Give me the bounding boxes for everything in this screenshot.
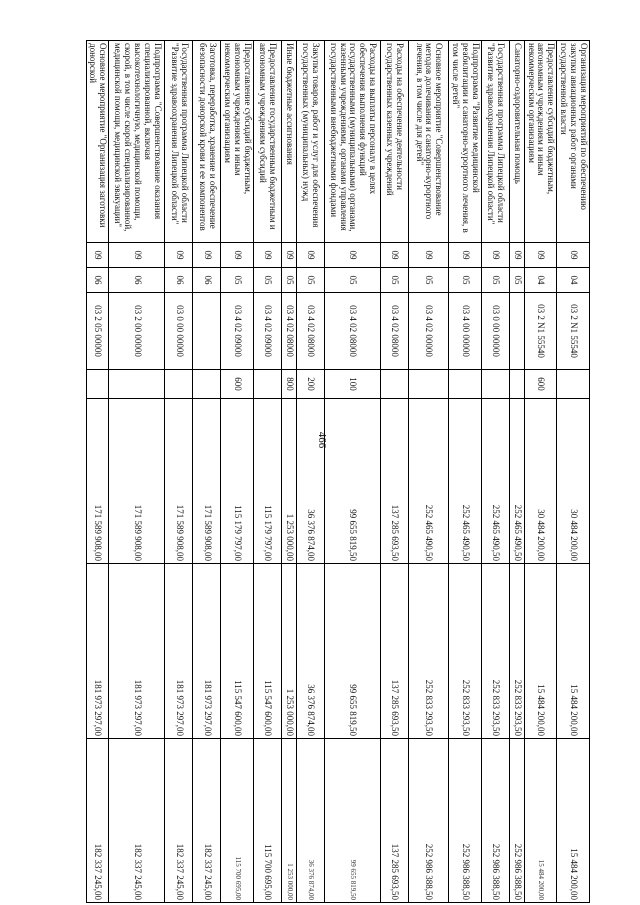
row-code-cell: 03 4 02 08000 (281, 293, 296, 370)
row-amount-1-cell: 36 376 874,00 (296, 399, 324, 564)
row-pr-cell: 06 (193, 268, 221, 293)
budget-table-body (86, 41, 589, 903)
row-gr-cell: 09 (481, 243, 509, 268)
row-amount-3-cell: 182 337 245,00 (86, 739, 109, 903)
row-code-cell: 03 2 00 00000 (109, 293, 165, 370)
row-amount-2-cell: 15 484 200,00 (557, 564, 590, 739)
row-type-cell: 100 (324, 370, 380, 399)
row-amount-3-cell: 15 484 200,00 (557, 739, 590, 903)
row-gr-cell: 09 (380, 243, 408, 268)
row-amount-2-cell: 15 484 200,00 (524, 564, 557, 739)
row-pr-cell: 06 (165, 268, 193, 293)
row-amount-1-cell: 252 465 490,50 (481, 399, 509, 564)
row-name-cell: Закупка товаров, работ и услуг для обеспечения государственных (муниципальных) нужд (296, 41, 324, 243)
row-amount-2-cell: 252 833 293,50 (408, 564, 448, 739)
row-gr-cell: 09 (524, 243, 557, 268)
table-row (481, 41, 509, 903)
row-amount-1-cell: 99 655 819,50 (324, 399, 380, 564)
row-gr-cell: 09 (221, 243, 254, 268)
row-pr-cell: 05 (324, 268, 380, 293)
row-pr-cell: 05 (408, 268, 448, 293)
row-amount-2-cell: 252 833 293,50 (448, 564, 481, 739)
row-code-cell: 03 0 00 00000 (481, 293, 509, 370)
table-row (86, 41, 109, 903)
row-type-cell (448, 370, 481, 399)
row-amount-3-cell: 182 337 245,00 (193, 739, 221, 903)
row-amount-1-cell: 171 589 908,00 (193, 399, 221, 564)
row-gr-cell: 09 (448, 243, 481, 268)
table-row (296, 41, 324, 903)
row-gr-cell: 09 (408, 243, 448, 268)
row-amount-1-cell: 171 589 908,00 (86, 399, 109, 564)
row-type-cell (86, 370, 109, 399)
table-row (524, 41, 557, 903)
row-name-cell: Подпрограмма "Развитие медицинской реабилитации и санаторно-курортного лечения, в том числе детей" (448, 41, 481, 243)
row-pr-cell: 05 (296, 268, 324, 293)
row-type-cell: 600 (524, 370, 557, 399)
table-row (221, 41, 254, 903)
row-name-cell: Подпрограмма "Совершенствование оказания специализированной, включая высокотехнологичную, медицинской помощи, скорой, в том числе скорой специализированной, медицинской помощи, медицинской эвакуации" (109, 41, 165, 243)
row-amount-3-cell: 252 986 388,50 (481, 739, 509, 903)
rotated-page (45, 40, 590, 900)
row-code-cell: 03 4 00 00000 (448, 293, 481, 370)
row-name-cell: Предоставление государственным бюджетным и автономным учреждениям субсидий (253, 41, 281, 243)
table-row (557, 41, 590, 903)
row-gr-cell: 09 (296, 243, 324, 268)
row-amount-3-cell: 252 986 388,50 (408, 739, 448, 903)
row-name-cell: Иные бюджетные ассигнования (281, 41, 296, 243)
row-type-cell (165, 370, 193, 399)
row-code-cell: 03 4 02 00000 (408, 293, 448, 370)
row-amount-1-cell: 252 465 490,50 (408, 399, 448, 564)
row-amount-3-cell: 182 337 245,00 (109, 739, 165, 903)
row-amount-2-cell: 252 833 293,50 (509, 564, 524, 739)
row-amount-2-cell: 181 973 297,00 (165, 564, 193, 739)
row-amount-2-cell: 137 285 693,50 (380, 564, 408, 739)
row-amount-3-cell: 36 376 874,00 (296, 739, 324, 903)
row-amount-2-cell: 99 655 819,50 (324, 564, 380, 739)
table-row (324, 41, 380, 903)
row-pr-cell: 05 (380, 268, 408, 293)
table-row (380, 41, 408, 903)
row-amount-2-cell: 181 973 297,00 (193, 564, 221, 739)
row-name-cell: Санаторно-оздоровительная помощь (509, 41, 524, 243)
row-name-cell: Предоставление субсидий бюджетным, автономным учреждениям и иным некоммерческим организациям (524, 41, 557, 243)
table-row (281, 41, 296, 903)
row-name-cell: Организация мероприятий по обеспечению закупки авиационных работ органами государственной власти (557, 41, 590, 243)
row-type-cell: 200 (296, 370, 324, 399)
row-amount-2-cell: 36 376 874,00 (296, 564, 324, 739)
row-type-cell (557, 370, 590, 399)
row-amount-2-cell: 115 547 600,00 (221, 564, 254, 739)
row-amount-3-cell: 99 655 819,50 (324, 739, 380, 903)
row-gr-cell: 09 (253, 243, 281, 268)
row-code-cell (193, 293, 221, 370)
row-code-cell: 03 2 05 00000 (86, 293, 109, 370)
row-name-cell: Государственная программа Липецкой области "Развитие здравоохранения Липецкой области" (481, 41, 509, 243)
row-name-cell: Заготовка, переработка, хранение и обеспечение безопасности донорской крови и ее компонентов (193, 41, 221, 243)
row-pr-cell: 05 (281, 268, 296, 293)
row-amount-1-cell: 115 179 797,00 (221, 399, 254, 564)
row-amount-2-cell: 252 833 293,50 (481, 564, 509, 739)
row-pr-cell: 06 (109, 268, 165, 293)
row-amount-2-cell: 181 973 297,00 (109, 564, 165, 739)
row-amount-1-cell: 115 179 797,00 (253, 399, 281, 564)
row-code-cell: 03 2 N1 55540 (557, 293, 590, 370)
table-row (509, 41, 524, 903)
row-amount-1-cell: 171 589 908,00 (165, 399, 193, 564)
row-gr-cell: 09 (193, 243, 221, 268)
table-row (253, 41, 281, 903)
row-gr-cell: 09 (324, 243, 380, 268)
row-amount-1-cell: 252 465 490,50 (509, 399, 524, 564)
table-row (408, 41, 448, 903)
row-name-cell: Основное мероприятие "Организация заготовки донорской (86, 41, 109, 243)
page-number: 466 (316, 431, 328, 449)
table-row (109, 41, 165, 903)
row-amount-3-cell: 182 337 245,00 (165, 739, 193, 903)
row-type-cell (481, 370, 509, 399)
row-pr-cell: 05 (253, 268, 281, 293)
row-amount-3-cell: 1 253 000,00 (281, 739, 296, 903)
table-viewport (45, 40, 590, 900)
row-gr-cell: 09 (86, 243, 109, 268)
row-name-cell: Государственная программа Липецкой области "Развитие здравоохранения Липецкой области" (165, 41, 193, 243)
row-amount-3-cell: 115 700 695,00 (221, 739, 254, 903)
row-amount-3-cell: 137 285 693,50 (380, 739, 408, 903)
row-code-cell: 03 4 02 08000 (380, 293, 408, 370)
row-type-cell (109, 370, 165, 399)
row-amount-2-cell: 115 547 600,00 (253, 564, 281, 739)
row-amount-3-cell: 115 700 695,00 (253, 739, 281, 903)
row-amount-1-cell: 30 484 200,00 (524, 399, 557, 564)
row-gr-cell: 09 (557, 243, 590, 268)
row-amount-3-cell: 15 484 200,00 (524, 739, 557, 903)
row-gr-cell: 09 (281, 243, 296, 268)
row-pr-cell: 04 (524, 268, 557, 293)
row-amount-3-cell: 252 986 388,50 (448, 739, 481, 903)
row-type-cell: 800 (281, 370, 296, 399)
row-pr-cell: 04 (557, 268, 590, 293)
row-code-cell: 03 0 00 00000 (165, 293, 193, 370)
row-pr-cell: 05 (448, 268, 481, 293)
row-amount-2-cell: 181 973 297,00 (86, 564, 109, 739)
table-row (165, 41, 193, 903)
table-row (448, 41, 481, 903)
row-pr-cell: 05 (481, 268, 509, 293)
row-type-cell (380, 370, 408, 399)
row-code-cell: 03 4 02 08000 (296, 293, 324, 370)
row-amount-1-cell: 137 285 693,50 (380, 399, 408, 564)
row-amount-3-cell: 252 986 388,50 (509, 739, 524, 903)
row-type-cell (509, 370, 524, 399)
row-type-cell (193, 370, 221, 399)
row-amount-1-cell: 171 589 908,00 (109, 399, 165, 564)
row-type-cell (408, 370, 448, 399)
row-type-cell: 600 (221, 370, 254, 399)
row-code-cell: 03 2 N1 55540 (524, 293, 557, 370)
row-code-cell: 03 4 02 08000 (324, 293, 380, 370)
row-pr-cell: 05 (221, 268, 254, 293)
row-pr-cell: 06 (86, 268, 109, 293)
row-code-cell: 03 4 02 09000 (221, 293, 254, 370)
row-amount-1-cell: 30 484 200,00 (557, 399, 590, 564)
row-name-cell: Расходы на обеспечение деятельности государственных казенных учреждений (380, 41, 408, 243)
row-pr-cell: 05 (509, 268, 524, 293)
row-amount-1-cell: 252 465 490,50 (448, 399, 481, 564)
row-name-cell: Предоставление субсидий бюджетным, автономным учреждениям и иным некоммерческим организациям (221, 41, 254, 243)
row-amount-1-cell: 1 253 000,00 (281, 399, 296, 564)
row-gr-cell: 09 (509, 243, 524, 268)
row-gr-cell: 09 (165, 243, 193, 268)
row-amount-2-cell: 1 253 000,00 (281, 564, 296, 739)
row-code-cell (509, 293, 524, 370)
row-name-cell: Основное мероприятие "Совершенствование методов долечивания и санаторно-курортного лечения, в том числе для детей" (408, 41, 448, 243)
row-name-cell: Расходы на выплаты персоналу в целях обеспечения выполнения функций государственными (муниципальными) органами, казенными учреждениями, органами управления государственными внебюджетными фондами (324, 41, 380, 243)
budget-table (86, 40, 590, 903)
table-row (193, 41, 221, 903)
row-type-cell (253, 370, 281, 399)
row-gr-cell: 09 (109, 243, 165, 268)
row-code-cell: 03 4 02 09000 (253, 293, 281, 370)
